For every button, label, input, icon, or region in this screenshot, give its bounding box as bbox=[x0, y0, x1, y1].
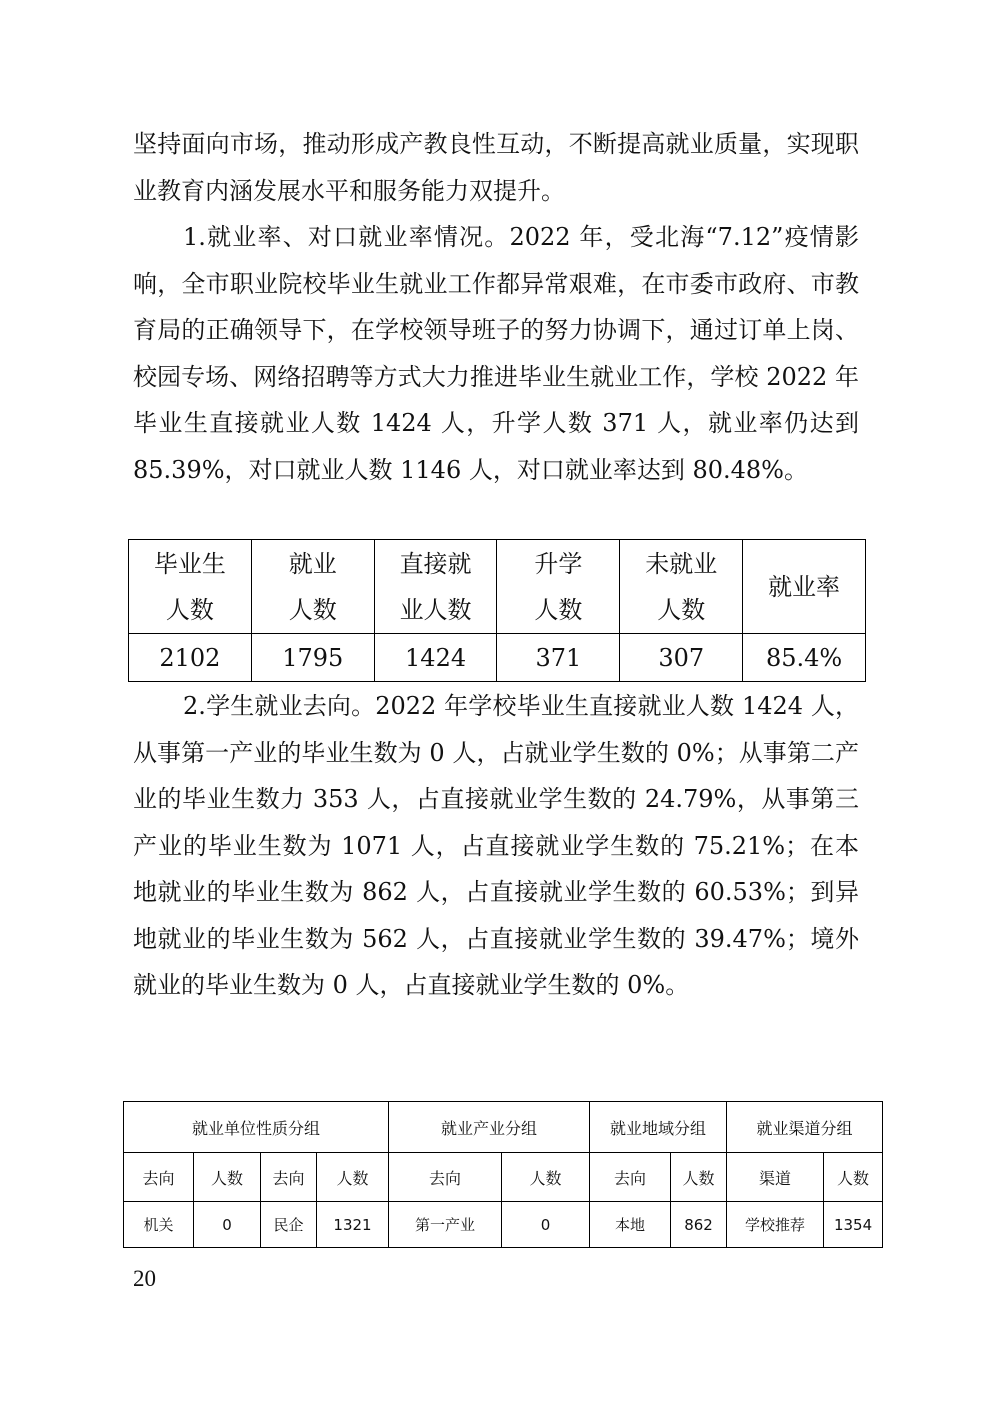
group-industry: 就业产业分组 bbox=[389, 1102, 590, 1153]
page-number: 20 bbox=[133, 1266, 156, 1291]
paragraph-intro: 坚持面向市场，推动形成产教良性互动，不断提高就业质量，实现职业教育内涵发展水平和服务能力双提升。 bbox=[133, 130, 859, 205]
cell-employment-rate: 85.4% bbox=[743, 634, 866, 682]
header-employment-rate: 就业率 bbox=[743, 540, 866, 634]
subheader-row bbox=[124, 1153, 883, 1202]
subheader-cell: 人数 bbox=[317, 1153, 389, 1202]
table-cell: 862 bbox=[671, 1202, 727, 1248]
table-cell: 民企 bbox=[261, 1202, 317, 1248]
subheader-cell: 人数 bbox=[194, 1153, 261, 1202]
cell-graduates: 2102 bbox=[129, 634, 252, 682]
group-region: 就业地域分组 bbox=[590, 1102, 727, 1153]
table-row bbox=[124, 1202, 883, 1248]
table-cell: 0 bbox=[194, 1202, 261, 1248]
cell-unemployed: 307 bbox=[620, 634, 743, 682]
cell-further-study: 371 bbox=[497, 634, 620, 682]
paragraph-employment-destination bbox=[133, 683, 859, 1009]
table-cell: 1321 bbox=[317, 1202, 389, 1248]
group-unit-nature: 就业单位性质分组 bbox=[124, 1102, 389, 1153]
table-cell: 本地 bbox=[590, 1202, 671, 1248]
paragraph-employment-rate bbox=[133, 214, 859, 493]
employment-groups-table bbox=[123, 1101, 883, 1248]
table-cell: 学校推荐 bbox=[727, 1202, 824, 1248]
subheader-cell: 人数 bbox=[502, 1153, 590, 1202]
cell-direct-employed: 1424 bbox=[374, 634, 497, 682]
header-unemployed: 未就业 人数 bbox=[620, 540, 743, 634]
paragraph-employment-destination-text: 2.学生就业去向。2022 年学校毕业生直接就业人数 1424 人，从事第一产业的毕业生数为 0 人，占就业学生数的 0%；从事第二产业的毕业生数力 353 人，占直接就业学生数的 24.79%，从事第三产业的毕业生数为 1071 人，占直接就业学生数的 75.21%；在本地就业的毕业生数为 862 人，占直接就业学生数的 60.53%；到异地就业的毕业生数为 562 人，占直接就业学生数的 39.47%；境外就业的毕业生数为 0 人，占直接就业学生数的 0%。 bbox=[133, 692, 859, 999]
group-channel: 就业渠道分组 bbox=[727, 1102, 883, 1153]
employment-summary-table bbox=[128, 539, 866, 682]
cell-employed: 1795 bbox=[251, 634, 374, 682]
table-row bbox=[129, 634, 866, 682]
subheader-cell: 去向 bbox=[261, 1153, 317, 1202]
table-cell: 0 bbox=[502, 1202, 590, 1248]
subheader-cell: 去向 bbox=[124, 1153, 194, 1202]
table-cell: 1354 bbox=[824, 1202, 883, 1248]
paragraph-employment-rate-text: 1.就业率、对口就业率情况。2022 年，受北海“7.12”疫情影响，全市职业院校毕业生就业工作都异常艰难，在市委市政府、市教育局的正确领导下，在学校领导班子的努力协调下，通过订单上岗、校园专场、网络招聘等方式大力推进毕业生就业工作，学校 2022 年毕业生直接就业人数 1424 人，升学人数 371 人，就业率仍达到 85.39%，对口就业人数 1146 人，对口就业率达到 80.48%。 bbox=[133, 223, 859, 484]
header-employed: 就业 人数 bbox=[251, 540, 374, 634]
table-header-row bbox=[129, 540, 866, 634]
header-graduates: 毕业生 人数 bbox=[129, 540, 252, 634]
table-cell: 机关 bbox=[124, 1202, 194, 1248]
subheader-cell: 去向 bbox=[590, 1153, 671, 1202]
header-direct-employed: 直接就 业人数 bbox=[374, 540, 497, 634]
table-cell: 第一产业 bbox=[389, 1202, 502, 1248]
header-further-study: 升学 人数 bbox=[497, 540, 620, 634]
subheader-cell: 人数 bbox=[671, 1153, 727, 1202]
subheader-cell: 人数 bbox=[824, 1153, 883, 1202]
group-header-row bbox=[124, 1102, 883, 1153]
subheader-cell: 渠道 bbox=[727, 1153, 824, 1202]
subheader-cell: 去向 bbox=[389, 1153, 502, 1202]
